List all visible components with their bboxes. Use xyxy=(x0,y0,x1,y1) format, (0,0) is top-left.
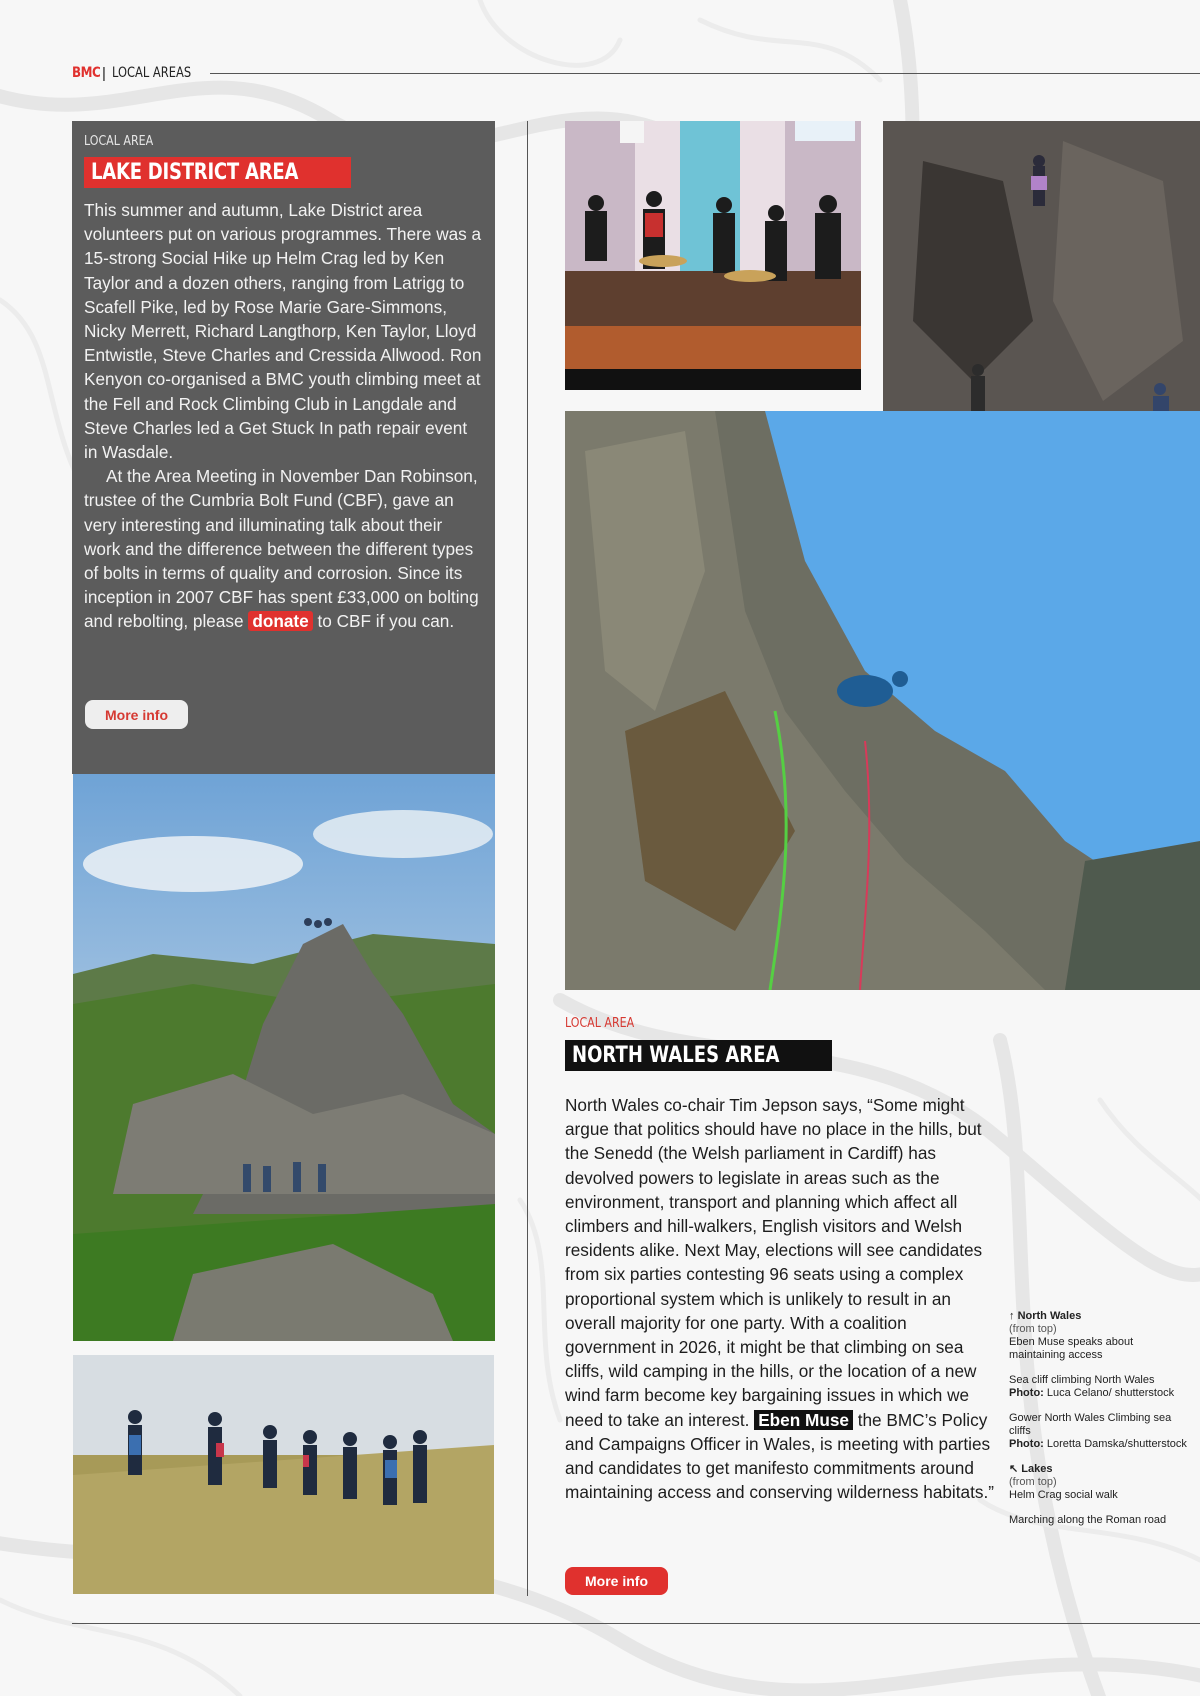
header-rule xyxy=(210,73,1200,74)
section-title: LOCAL AREAS xyxy=(111,65,192,81)
lake-paragraph-2: At the Area Meeting in November Dan Robinson, trustee of the Cumbria Bolt Fund (CBF), gave an very interesting and illuminating talk about their work and the difference between the different types of bolts in terms of quality and corrosion. Since its inception in 2007 CBF has spent £33,000 on bolting and rebolting, please donate to CBF if you can. xyxy=(84,466,479,632)
caption-lakes-2: Marching along the Roman road xyxy=(1009,1514,1167,1526)
north-wales-kicker: LOCAL AREA xyxy=(565,1016,635,1031)
column-divider xyxy=(527,121,528,1596)
photo-captions xyxy=(1009,1310,1189,1539)
panel-meeting-photo xyxy=(565,121,861,390)
helm-crag-photo xyxy=(73,774,495,1341)
north-wales-more-info-button[interactable]: More info xyxy=(565,1567,668,1595)
north-wales-sea-cliff-photo xyxy=(565,411,1200,990)
lake-body xyxy=(84,198,483,634)
arrow-up-left-icon: ↖ xyxy=(1009,1463,1019,1475)
caption-north-wales-1: ↑ North Wales (from top) Eben Muse speaks about maintaining access xyxy=(1009,1310,1134,1361)
north-wales-title: NORTH WALES AREA xyxy=(565,1040,832,1071)
footer-rule xyxy=(72,1623,1200,1624)
lake-kicker: LOCAL AREA xyxy=(84,134,154,149)
eben-muse-link[interactable]: Eben Muse xyxy=(754,1410,853,1430)
caption-north-wales-3: Gower North Wales Climbing sea cliffs Photo: Loretta Damska/shutterstock xyxy=(1009,1412,1187,1450)
lake-more-info-button[interactable]: More info xyxy=(85,700,188,729)
north-wales-body: North Wales co-chair Tim Jepson says, “Some might argue that politics should have no place in the hills, but the Senedd (the Welsh parliament in Cardiff) has devolved powers to legislate in areas such as the environment, transport and planning which affect all climbers and hill-walkers, English visitors and Welsh residents alike. Next May, elections will see candidates from six parties contesting 96 seats using a complex proportional system which is unlikely to result in an overall majority for one party. With a coalition government in 2026, it might be that climbing on sea cliffs, wild camping in the hills, or the location of a new wind farm become key bargaining issues in which we need to take an interest. Eben Muse the BMC’s Policy and Campaigns Officer in Wales, is meeting with parties and candidates to get manifesto commitments around maintaining access and conserving wilderness habitats.” xyxy=(565,1095,994,1503)
lake-title: LAKE DISTRICT AREA xyxy=(84,157,351,188)
caption-north-wales-2: Sea cliff climbing North Wales Photo: Luca Celano/ shutterstock xyxy=(1009,1374,1175,1399)
page-header xyxy=(72,62,1200,84)
header-separator: | xyxy=(102,64,106,82)
caption-lakes-1: ↖ Lakes (from top) Helm Crag social walk xyxy=(1009,1463,1118,1501)
brand-logo: BMC xyxy=(72,65,101,81)
donate-link[interactable]: donate xyxy=(248,611,312,631)
lake-district-panel xyxy=(72,121,495,774)
lake-paragraph-1: This summer and autumn, Lake District area volunteers put on various programmes. There was a 15-strong Social Hike up Helm Crag led by Ken Taylor and a dozen others, ranging from Latrigg to Scafell Pike, led by Rose Marie Gare-Simmons, Nicky Merrett, Richard Langthorp, Ken Taylor, Lloyd Entwistle, Steve Charles and Cressida Allwood. Ron Kenyon co-organised a BMC youth climbing meet at the Fell and Rock Climbing Club in Langdale and Steve Charles led a Get Stuck In path repair event in Wasdale. xyxy=(84,200,482,463)
arrow-up-icon: ↑ xyxy=(1009,1310,1015,1322)
roman-road-photo xyxy=(73,1355,494,1594)
